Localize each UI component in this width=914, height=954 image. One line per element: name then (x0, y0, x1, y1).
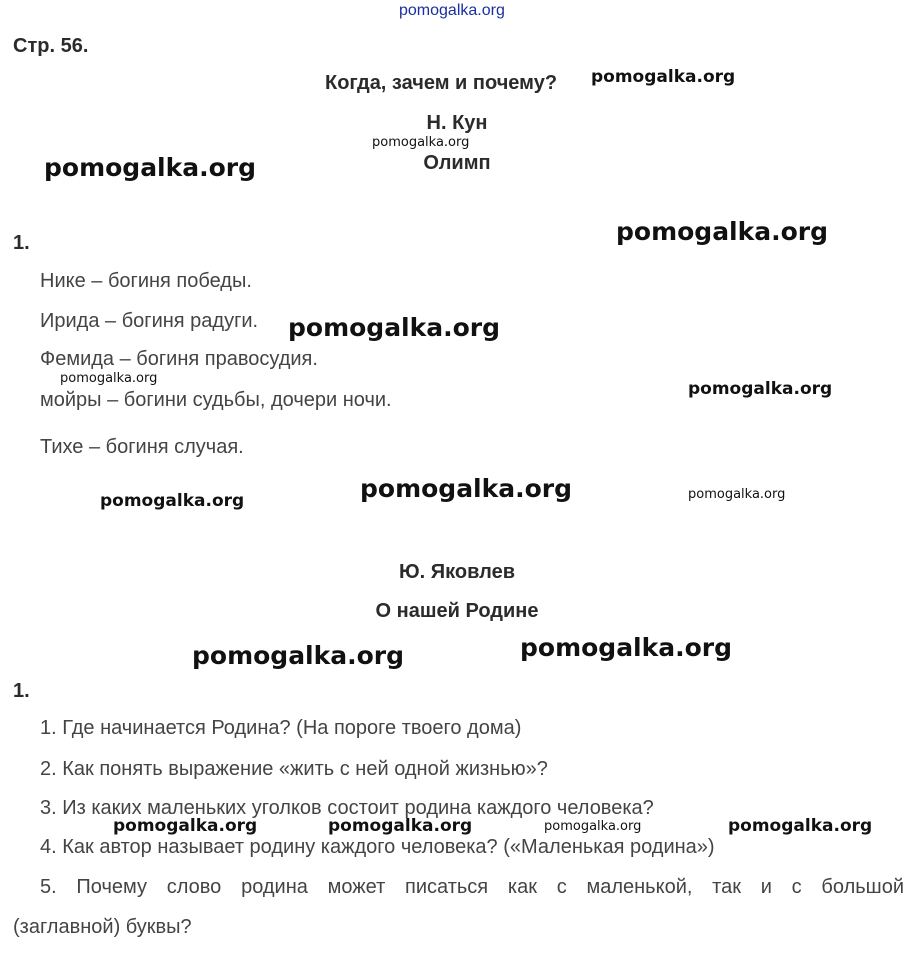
question-line: 2. Как понять выражение «жить с ней одной жизнью»? (40, 758, 548, 780)
answer-line: Нике – богиня победы. (40, 270, 252, 292)
author-yakovlev: Ю. Яковлев (399, 561, 515, 583)
question-line: 3. Из каких маленьких уголков состоит родина каждого человека? (40, 797, 654, 819)
answer-line: Ирида – богиня радуги. (40, 310, 259, 332)
watermark: pomogalka.org (328, 816, 473, 836)
watermark: pomogalka.org (616, 217, 829, 246)
watermark: pomogalka.org (688, 487, 786, 502)
watermark: pomogalka.org (520, 633, 733, 662)
watermark: pomogalka.org (192, 641, 405, 670)
question-line: 1. Где начинается Родина? (На пороге твоего дома) (40, 717, 522, 739)
question-line-continuation: (заглавной) буквы? (13, 916, 192, 938)
answer-line: мойры – богини судьбы, дочери ночи. (40, 389, 392, 411)
page-label: Стр. 56. (13, 35, 89, 57)
watermark: pomogalka.org (113, 816, 258, 836)
question-line: 5. Почему слово родина может писаться как с маленькой, так и с большой (40, 876, 904, 898)
title-olimp: Олимп (423, 152, 491, 174)
watermark: pomogalka.org (591, 67, 736, 87)
task-number-2: 1. (13, 680, 30, 702)
task-number-1: 1. (13, 232, 30, 254)
watermark: pomogalka.org (60, 371, 158, 386)
question-line: 4. Как автор называет родину каждого человека? («Маленькая родина») (40, 836, 715, 858)
watermark: pomogalka.org (544, 819, 642, 834)
watermark: pomogalka.org (288, 313, 501, 342)
answer-line: Тихе – богиня случая. (40, 436, 244, 458)
watermark: pomogalka.org (688, 379, 833, 399)
watermark: pomogalka.org (44, 153, 257, 182)
watermark: pomogalka.org (728, 816, 873, 836)
watermark-top: pomogalka.org (399, 2, 505, 19)
title-rodina: О нашей Родине (375, 600, 539, 622)
chapter-title: Когда, зачем и почему? (325, 72, 558, 94)
watermark: pomogalka.org (100, 491, 245, 511)
author-kun: Н. Кун (426, 112, 488, 134)
watermark: pomogalka.org (360, 474, 573, 503)
watermark: pomogalka.org (372, 135, 470, 150)
answer-line: Фемида – богиня правосудия. (40, 348, 318, 370)
